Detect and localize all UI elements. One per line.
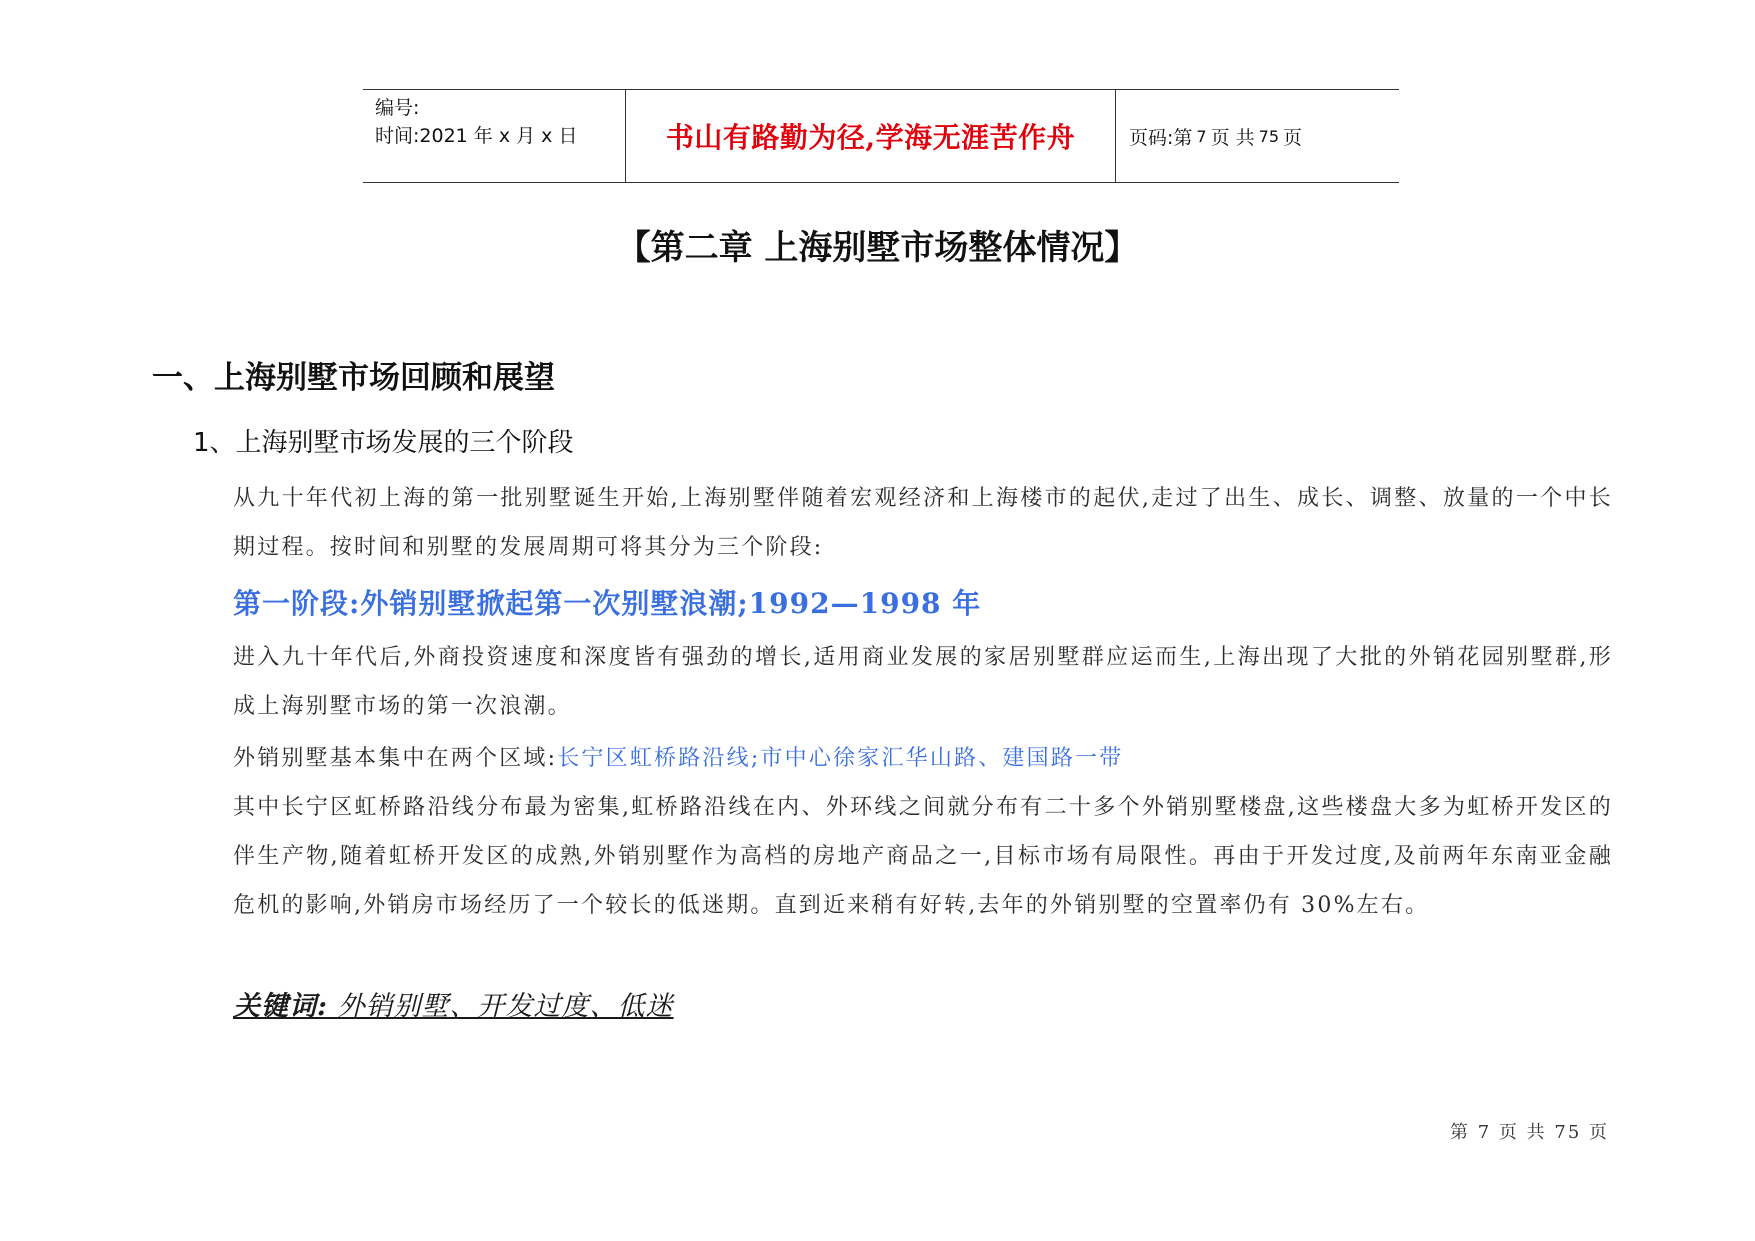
section-heading: 一、上海别墅市场回顾和展望 — [152, 360, 555, 396]
serial-number-label: 编号: — [375, 97, 420, 119]
region-line-regions: 长宁区虹桥路沿线;市中心徐家汇华山路、建国路一带 — [557, 746, 1124, 771]
page-current: 7 — [1196, 126, 1207, 146]
header-meta-cell — [363, 90, 626, 182]
page-middle: 页 共 — [1210, 126, 1255, 149]
subsection-heading: 1、上海别墅市场发展的三个阶段 — [193, 428, 574, 458]
header-motto: 书山有路勤为径,学海无涯苦作舟 — [626, 90, 1116, 182]
page-footer: 第 7 页 共 75 页 — [1450, 1122, 1609, 1143]
date-label: 时间:2021 年 x 月 x 日 — [375, 125, 578, 147]
keywords-label: 关键词: — [233, 991, 328, 1022]
chapter-title: 【第二章 上海别墅市场整体情况】 — [616, 228, 1139, 268]
document-header-table — [363, 89, 1399, 183]
page-prefix: 页码:第 — [1129, 126, 1193, 149]
keywords-line — [233, 984, 674, 1023]
region-line-prefix: 外销别墅基本集中在两个区域: — [233, 746, 558, 771]
page-suffix: 页 — [1283, 126, 1303, 149]
detail-paragraph: 其中长宁区虹桥路沿线分布最为密集,虹桥路沿线在内、外环线之间就分布有二十多个外销别墅楼盘,这些楼盘大多为虹桥开发区的伴生产物,随着虹桥开发区的成熟,外销别墅作为高档的房地产商品之一,目标市场有局限性。再由于开发过度,及前两年东南亚金融危机的影响,外销房市场经历了一个较长的低迷期。直到近来稍有好转,去年的外销别墅的空置率仍有 30%左右。 — [233, 795, 1613, 918]
page-total: 75 — [1258, 126, 1279, 146]
stage-one-paragraph: 进入九十年代后,外商投资速度和深度皆有强劲的增长,适用商业发展的家居别墅群应运而生,上海出现了大批的外销花园别墅群,形成上海别墅市场的第一次浪潮。 — [233, 645, 1613, 719]
stage-one-heading: 第一阶段:外销别墅掀起第一次别墅浪潮;1992—1998 年 — [233, 587, 982, 620]
region-line — [233, 734, 1123, 783]
keywords-values: 外销别墅、开发过度、低迷 — [337, 991, 674, 1022]
header-page-info — [1116, 90, 1399, 182]
intro-paragraph: 从九十年代初上海的第一批别墅诞生开始,上海别墅伴随着宏观经济和上海楼市的起伏,走过了出生、成长、调整、放量的一个中长期过程。按时间和别墅的发展周期可将其分为三个阶段: — [233, 486, 1613, 560]
